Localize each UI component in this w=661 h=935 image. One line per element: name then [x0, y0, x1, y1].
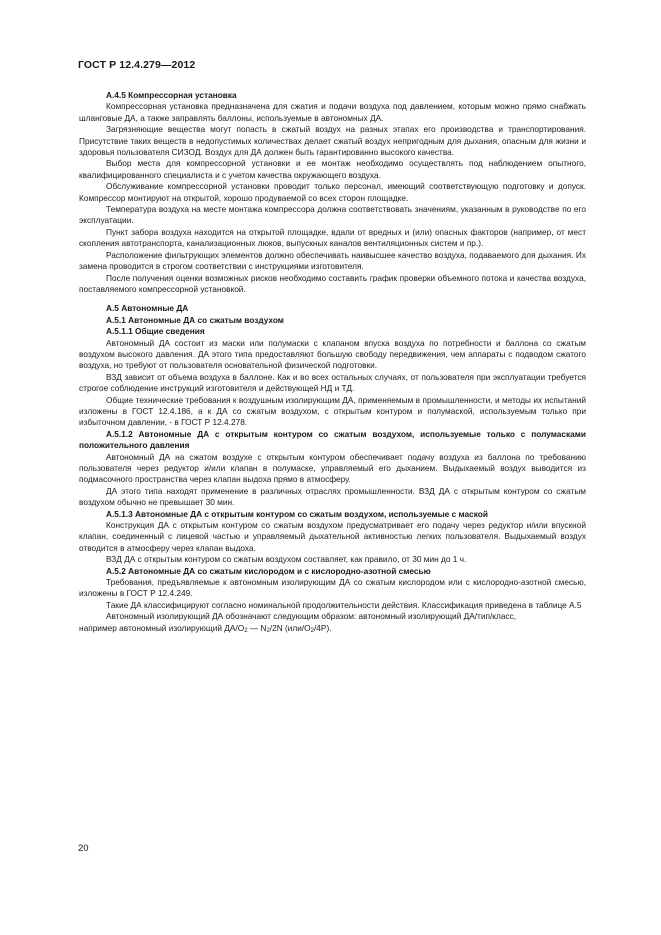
body-paragraph: Обслуживание компрессорной установки проводит только персонал, имеющий соответствующую подготовку и допуск. Компрессор монтируют на открытой, хорошо продуваемой со всех сторон площадке.	[79, 181, 586, 203]
body-paragraph: Выбор места для компрессорной установки и ее монтаж необходимо осуществлять под наблюдением опытного, квалифицированного специалиста и с учетом качества окружающего воздуха.	[79, 158, 586, 180]
body-paragraph: Расположение фильтрующих элементов должно обеспечивать наивысшее качество воздуха, подаваемого для дыхания. Их замена проводится в строгом соответствии с инструкциями изготовителя.	[79, 249, 586, 272]
subscript: 2	[310, 627, 314, 634]
body-paragraph: Автономный ДА на сжатом воздухе с открытым контуром обеспечивает подачу воздуха из баллона по требованию пользователя через редуктор и/или клапан в полумаске, управляемый его дыханием. Выдыхаемый воздух выводится из подмасочного пространства через клапан выдоха прямо в атмосферу.	[79, 451, 586, 485]
section-heading: А.5.2 Автономные ДА со сжатым кислородом и с кислородно-азотной смесью	[106, 565, 431, 576]
body-paragraph: Автономный изолирующий ДА обозначают следующим образом: автономный изолирующий ДА/тип/класс,	[106, 611, 517, 622]
section-heading: А.5 Автономные ДА	[106, 303, 189, 314]
body-paragraph: Компрессорная установка предназначена для сжатия и подачи воздуха под давлением, которым можно прямо снабжать шланговые ДА, а также заправлять баллоны, используемые в автономных ДА.	[79, 101, 586, 123]
document-header: ГОСТ Р 12.4.279—2012	[78, 59, 196, 71]
formula-text: например автономный изолирующий ДА/О	[79, 622, 245, 633]
body-paragraph: Загрязняющие вещества могут попасть в сжатый воздух на разных этапах его производства и транспортирования. Присутствие таких веществ в недопустимых количествах делает сжатый воздух непригодным для дыхания, опасным для жизни и здоровья пользователя СИЗОД. Воздух для ДА должен быть гарантированно высокого качества.	[79, 124, 586, 158]
section-heading: А.5.1 Автономные ДА со сжатым воздухом	[106, 314, 284, 325]
section-heading: А.5.1.1 Общие сведения	[106, 326, 205, 337]
formula-text: /4Р).	[313, 622, 332, 633]
body-paragraph: Температура воздуха на месте монтажа компрессора должна соответствовать значениям, указанным в руководстве по его эксплуатации.	[79, 204, 586, 226]
body-paragraph: ВЗД ДА с открытым контуром со сжатым воздухом составляет, как правило, от 30 мин до 1 ч.	[106, 554, 467, 565]
body-paragraph: Общие технические требования к воздушным изолирующим ДА, применяемым в промышленности, и методы их испытаний изложены в ГОСТ 12.4.186, а к ДА со сжатым воздухом, с открытым контуром и полумаской, используемым только при избыточном давлении, - в ГОСТ Р 12.4.278.	[79, 394, 586, 428]
body-paragraph: Такие ДА классифицируют согласно номинальной продолжительности действия. Классификация приведена в таблице А.5	[106, 599, 582, 610]
document-body	[79, 90, 586, 634]
formula-text: /2N (или/О	[269, 622, 311, 633]
body-paragraph: Требования, предъявляемые к автономным изолирующим ДА со сжатым кислородом или с кислородно-азотной смесью, изложены в ГОСТ Р 12.4.249.	[79, 577, 586, 599]
formula-text: — N	[247, 622, 267, 633]
section-heading: А.5.1.2 Автономные ДА с открытым контуром со сжатым воздухом, используемые только с полумасками положительного давления	[79, 428, 586, 451]
section-heading: А.5.1.3 Автономные ДА с открытым контуром со сжатым воздухом, используемые с маской	[106, 508, 488, 519]
section-heading: А.4.5 Компрессорная установка	[106, 90, 237, 100]
body-paragraph: Конструкция ДА с открытым контуром со сжатым воздухом предусматривает его подачу через редуктор и/или впускной клапан, соединенный с лицевой частью и управляемый дыхательной активностью легких пользователя. Выдыхаемый воздух отводится в атмосферу через клапан выдоха.	[79, 520, 586, 553]
designation-example	[79, 623, 586, 634]
page-number: 20	[78, 843, 89, 854]
body-paragraph: ДА этого типа находят применение в различных отраслях промышленности. ВЗД ДА с открытым контуром со сжатым воздухом обычно не превышает 30 мин.	[79, 485, 586, 508]
subscript: 2	[244, 627, 248, 634]
body-paragraph: Пункт забора воздуха находится на открытой площадке, вдали от вредных и (или) опасных факторов (например, от мест скопления автотранспорта, канализационных люков, выпускных каналов вентиляционных систем и пр.).	[79, 226, 586, 249]
body-paragraph: После получения оценки возможных рисков необходимо составить график проверки объемного потока и качества воздуха, поставляемого компрессорной установкой.	[79, 272, 586, 294]
subscript: 2	[266, 627, 270, 634]
body-paragraph: ВЗД зависит от объема воздуха в баллоне. Как и во всех остальных случаях, от пользователя при эксплуатации требуется строгое соблюдение инструкций изготовителя и действующей НД и ТД.	[79, 371, 586, 394]
body-paragraph: Автономный ДА состоит из маски или полумаски с клапаном впуска воздуха по потребности и баллона со сжатым воздухом высокого давления. ДА этого типа предоставляют большую свободу передвижения, чем аппараты с подводом сжатого воздуха, но требуют от пользователя основательной физической подготовки.	[79, 337, 586, 371]
